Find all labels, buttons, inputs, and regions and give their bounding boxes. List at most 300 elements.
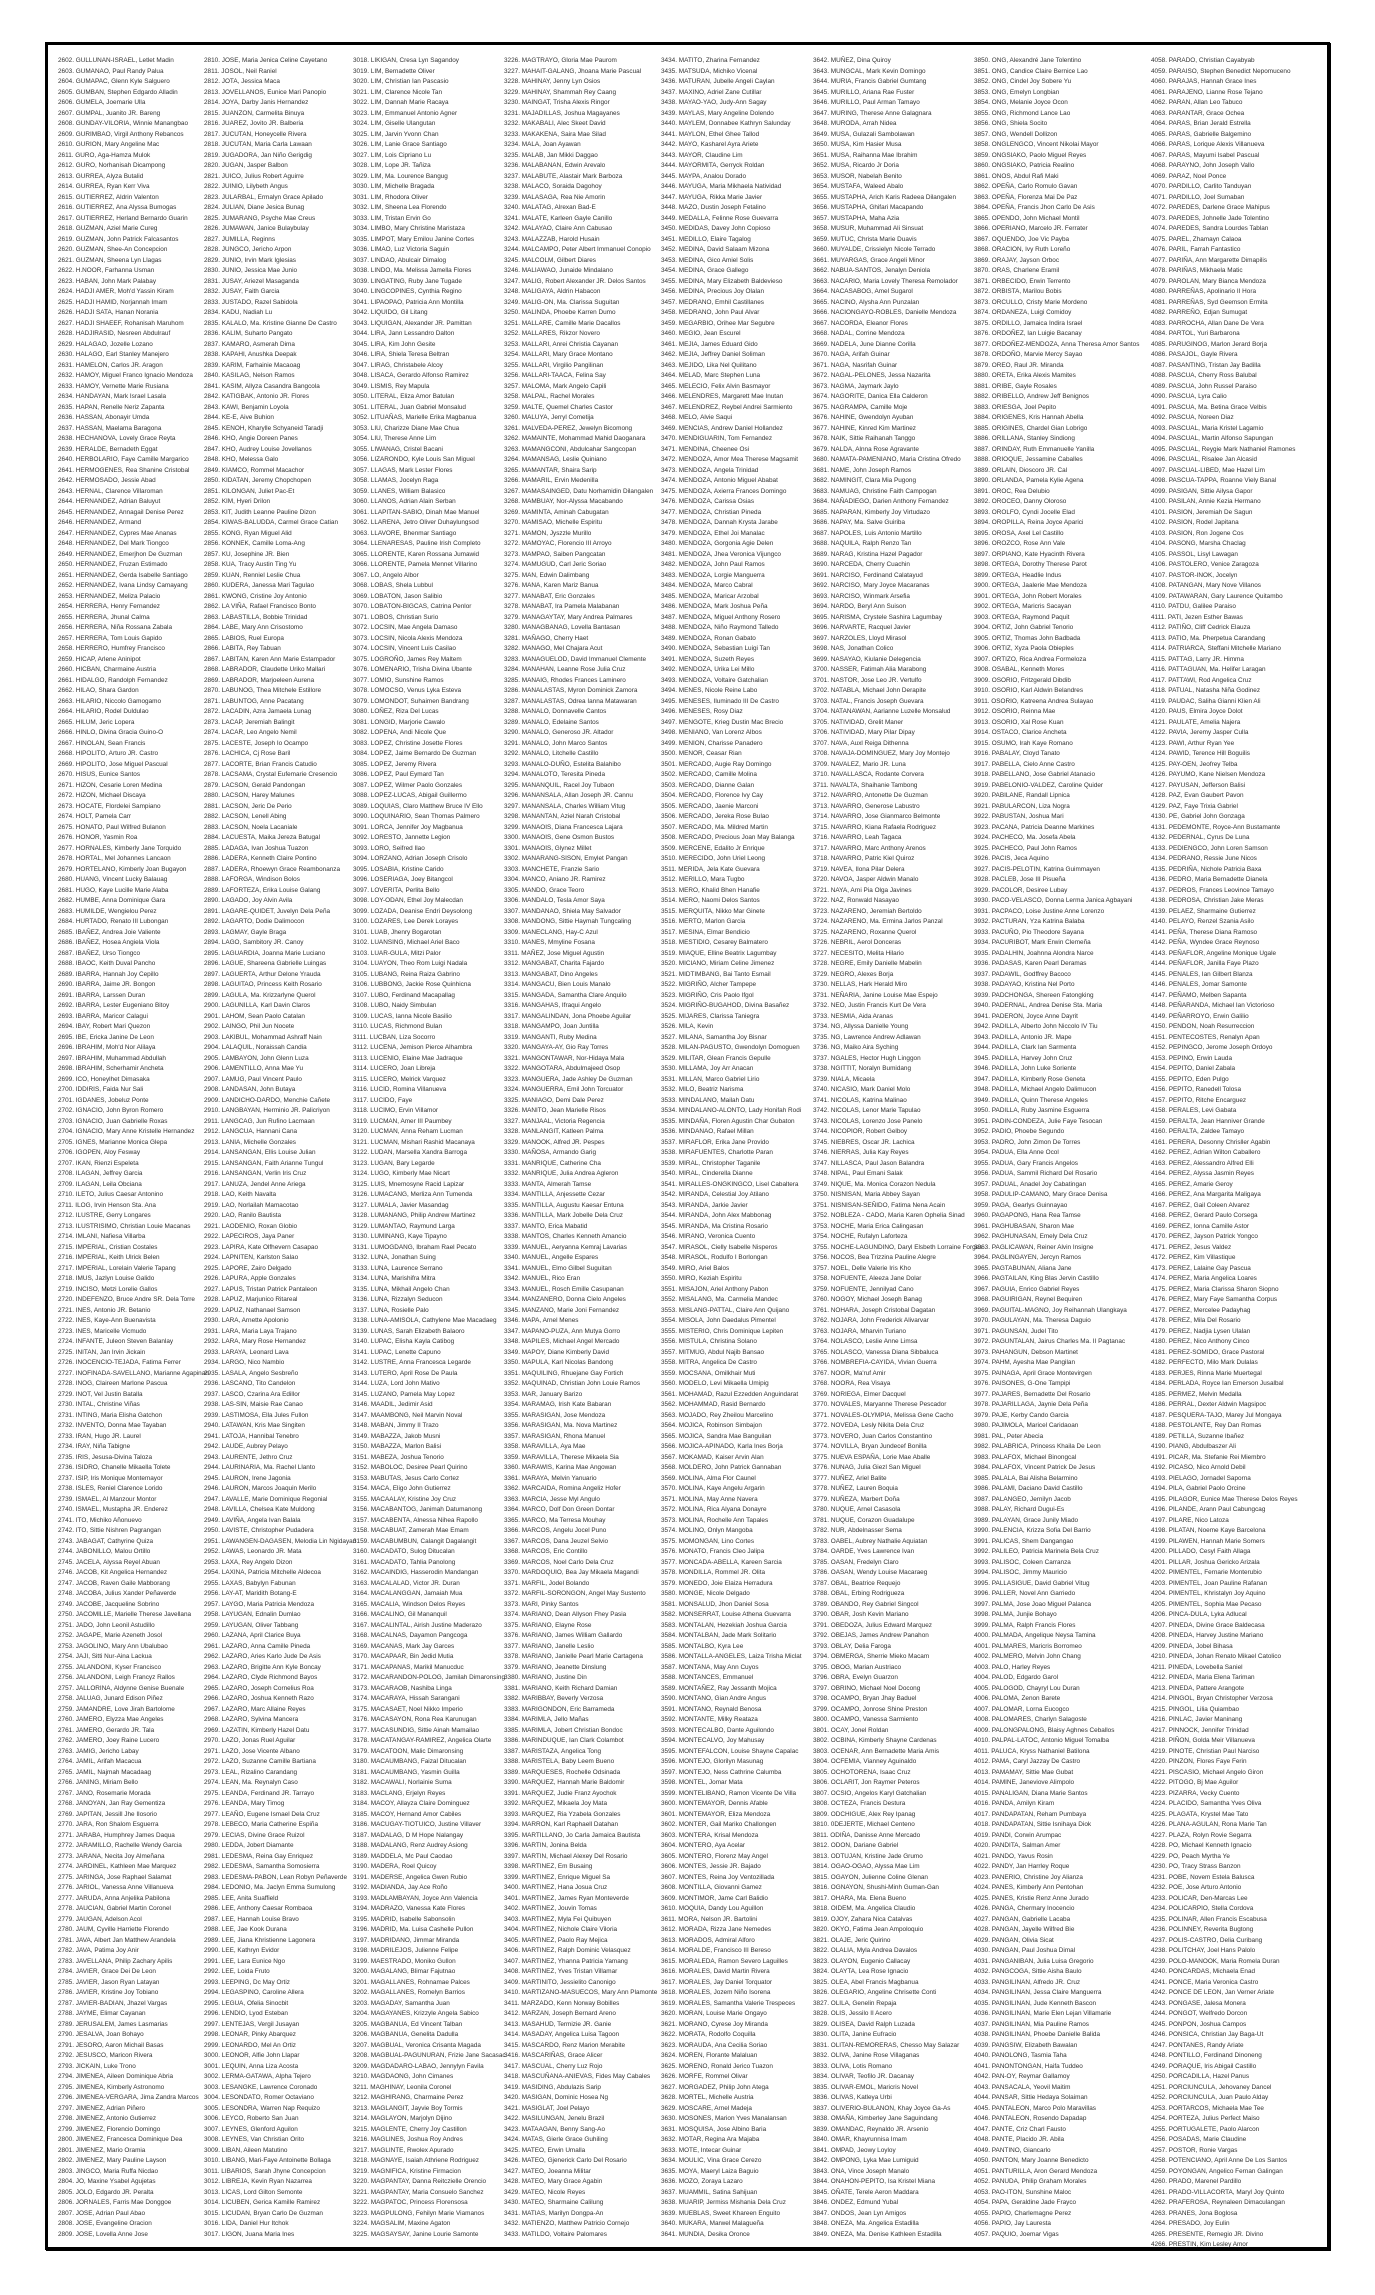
list-entry: 3044. LIRA, Jann Lessandro Dalton xyxy=(353,330,455,337)
list-entry: 2819. JUGADORA, Jan Niño Gerigdig xyxy=(204,151,312,159)
list-entry: 2985. LEE, Anita Suaffield xyxy=(204,1894,279,1902)
list-entry: 4257. POSTOR, Ronie Vargas xyxy=(1151,2146,1238,2154)
list-entry: 3467. MELENDREZ, Reybel Andrei Sarmiento xyxy=(661,403,793,411)
list-entry: 3747. NILLASCA, Paul Jason Balandra xyxy=(813,1159,925,1167)
list-entry: 4060. PARAJAS, Hannah Grace Ines xyxy=(1151,78,1257,85)
list-entry: 2886. LADERA, Kenneth Claire Pontino xyxy=(204,855,317,862)
list-entry: 3616. MORALES, David Martin Rivera xyxy=(661,1968,770,1975)
list-entry: 3165. MACALIA, Windson Delos Reyes xyxy=(353,1600,466,1608)
list-entry: 2844. KE-E, Aive Buhion xyxy=(204,414,274,421)
list-entry: 2660. HICBAN, Charmaine Austria xyxy=(58,666,157,673)
list-entry: 2730. INTAL, Christine Viñas xyxy=(58,1401,140,1408)
list-entry: 2843. KAWI, Benjamin Loyola xyxy=(204,403,289,411)
list-entry: 4088. PASCUA, Cherry Ross Balubal xyxy=(1151,372,1257,379)
list-entry: 3701. NASTOR, Jose Leo JR. Vertulfo xyxy=(813,676,922,684)
list-entry: 3970. PAGULAYAN, Ma. Theresa Daguio xyxy=(974,1317,1091,1324)
results-column xyxy=(58,56,209,2240)
list-entry: 2873. LACAP, Jeremiah Balingit xyxy=(204,718,295,726)
list-entry: 3760. NOGOY, Michael Joseph Banag xyxy=(813,1296,922,1303)
list-entry: 3364. MARCO, Dolf Don Green Dontar xyxy=(504,1506,615,1513)
list-entry: 3925. PACHECO, Paul John Ramos xyxy=(974,844,1077,852)
list-entry: 4051. PANTURILLA, Aron Gerard Mendoza xyxy=(974,2167,1098,2175)
list-entry: 3344. MANZANERO, Donna Cielo Angeles xyxy=(504,1296,626,1303)
list-entry: 3430. MATEO, Sharmaine Calilung xyxy=(504,2199,604,2206)
list-entry: 3167. MACALINTAL, Airish Justine Maderazo xyxy=(353,1621,482,1629)
list-entry: 3844. ONAHON-PEPITO, Isa Kristel Miana xyxy=(813,2178,936,2185)
list-entry: 3586. MONTALLA-ANGELES, Laiza Trisha Miclat xyxy=(661,1653,802,1660)
list-entry: 4010. PALPAL-LATOC, Antonio Miguel Tomalba xyxy=(974,1737,1110,1744)
list-entry: 2612. GURO, Norhanisah Dicampong xyxy=(58,162,166,169)
list-entry: 4183. PERJES, Rinna Marie Muertegal xyxy=(1151,1369,1262,1377)
list-entry: 3178. MACATANGAY-RAMIREZ, Angelica Olarte xyxy=(353,1737,492,1744)
list-entry: 3743. NICOLAS, Lorenzo Jose Panelo xyxy=(813,1117,923,1125)
list-entry: 3074. LOCSIN, Vincent Luis Casilao xyxy=(353,645,456,652)
list-entry: 2674. HOLT, Pamela Carr xyxy=(58,813,132,820)
list-entry: 3050. LITERAL, Eliza Amor Batulan xyxy=(353,393,455,400)
list-entry: 2914. LANSANGAN, Ellis Louise Julian xyxy=(204,1149,316,1156)
list-entry: 3110. LUCAS, Richmond Bulan xyxy=(353,1023,443,1030)
list-entry: 3338. MANTOS, Charles Kenneth Amancio xyxy=(504,1233,627,1240)
list-entry: 2829. JUNIO, Irvin Mark Iglesias xyxy=(204,256,296,264)
list-entry: 4188. PESTOLANTE, Rey Dan Romas xyxy=(1151,1422,1262,1429)
list-entry: 3463. MEJIDO, Lika Nel Quilitano xyxy=(661,361,757,369)
list-entry: 3554. MISOLA, John Daedalus Pimentel xyxy=(661,1317,776,1324)
list-entry: 2839. KARIM, Farhainie Macaoag xyxy=(204,361,301,369)
list-entry: 4222. PITOGO, Bj Mae Aguilor xyxy=(1151,1779,1239,1786)
list-entry: 2774. JARDINEL, Kathleen Mae Marquez xyxy=(58,1863,177,1870)
list-entry: 3307. MANDANAO, Shiela May Salvador xyxy=(504,907,621,915)
list-entry: 2884. LACUESTA, Maika Jereza Batugal xyxy=(204,834,321,841)
list-entry: 4153. PEPINO, Erwin Lauda xyxy=(1151,1054,1232,1062)
list-entry: 4002. PALMERO, Melvin John Chang xyxy=(974,1653,1081,1660)
list-entry: 3997. PALMA, Jose Joao Miguel Palanca xyxy=(974,1600,1092,1608)
list-entry: 3293. MANALO-DUÑO, Estelita Balahibo xyxy=(504,760,621,768)
list-entry: 2604. GUMAPAC, Glenn Kyle Salguero xyxy=(58,78,170,85)
list-entry: 3728. NEGRE, Emily Danielle Mabelin xyxy=(813,960,922,967)
list-entry: 3687. NAPOLES, Luis Antonio Martillo xyxy=(813,529,922,537)
list-entry: 3028. LIM, Lope JR. Tañiza xyxy=(353,162,431,169)
list-entry: 3404. MARTINEZ, Nichole Claire Viloria xyxy=(504,1926,618,1933)
list-entry: 3434. MATITO, Zharina Fernandez xyxy=(661,57,760,64)
list-entry: 2891. LAGARE-QUIDET, Juvelyn Dela Peña xyxy=(204,907,331,915)
list-entry: 2635. HAPAN, Renelle Neriz Zapanta xyxy=(58,403,165,411)
list-entry: 2866. LABITA, Rey Tabuan xyxy=(204,645,281,652)
list-entry: 2882. LACSON, Lenell Abing xyxy=(204,813,287,820)
list-entry: 3991. PALICAS, Shem Dangangao xyxy=(974,1537,1074,1545)
list-entry: 3870. ORAS, Charlene Eramil xyxy=(974,267,1060,274)
list-entry: 3941. PADERON, Joyce Anne Dayrit xyxy=(974,1012,1078,1020)
list-entry: 3163. MACALALAD, Victor JR. Duran xyxy=(353,1579,460,1587)
list-entry: 3429. MATEO, Nicole Reyes xyxy=(504,2188,586,2196)
list-entry: 3179. MACATOON, Malic Dimaronsing xyxy=(353,1747,464,1755)
list-entry: 3389. MARQUESES, Rochelle Odsinada xyxy=(504,1768,621,1776)
list-entry: 2957. LAYGO, Maria Patricia Mendoza xyxy=(204,1600,314,1608)
list-entry: 3944. PADILLA, Clark Ian Sarmenta xyxy=(974,1044,1077,1051)
list-entry: 3632. MOTAR, Regina Ara Majaba xyxy=(661,2136,760,2143)
list-entry: 2857. KU, Josephine JR. Bien xyxy=(204,550,290,558)
list-entry: 2689. IBARRA, Hannah Joy Cepillo xyxy=(58,970,159,978)
list-entry: 3457. MEDRANO, Emhil Castillanes xyxy=(661,298,764,306)
list-entry: 2668. HIPOLITO, Arturo JR. Castro xyxy=(58,750,159,757)
list-entry: 3865. OPENDO, John Michael Montil xyxy=(974,214,1080,222)
list-entry: 4219. PINOTE, Christian Paul Narciso xyxy=(1151,1747,1260,1755)
list-entry: 3722. NAZ, Ronwald Nasayao xyxy=(813,897,899,904)
list-entry: 3155. MACAALAY, Kristine Joy Cruz xyxy=(353,1495,457,1503)
list-entry: 3789. OBANDO, Rey Gabriel Singcol xyxy=(813,1600,919,1608)
list-entry: 3330. MAÑOSA, Armando Garig xyxy=(504,1149,596,1156)
list-entry: 2910. LANGBAYAN, Herminio JR. Palicriyon xyxy=(204,1107,330,1114)
list-entry: 3046. LIRA, Shiela Teresa Beltran xyxy=(353,351,450,358)
list-entry: 3148. MABAN, Jimmy II Trazo xyxy=(353,1422,439,1429)
list-entry: 4025. PANES, Kristie Renz Anne Jurado xyxy=(974,1894,1089,1902)
list-entry: 4264. PRESADO, Joy Eulin xyxy=(1151,2220,1230,2227)
list-entry: 2880. LACSON, Harey Malunes xyxy=(204,792,295,799)
list-entry: 3299. MANAOIS, Diana Francesca Lajara xyxy=(504,823,623,831)
list-entry: 3978. PAJARILLAGA, Jaynie Dela Peña xyxy=(974,1401,1088,1408)
list-entry: 4103. PASION, Ron Jogene Cos xyxy=(1151,529,1244,537)
list-entry: 3532. MILO, Beatriz Narisma xyxy=(661,1086,744,1093)
list-entry: 3763. NOJARA, Mharvin Turiano xyxy=(813,1327,907,1335)
list-entry: 4113. PATIO, Ma. Pherpetua Carandang xyxy=(1151,634,1266,642)
list-entry: 3394. MARRON, Karl Raphaell Datahan xyxy=(504,1821,619,1828)
list-entry: 3197. MADRIDANO, Jimmar Miranda xyxy=(353,1936,460,1944)
list-entry: 3298. MANANTAN, Aziel Narah Cristobal xyxy=(504,813,621,820)
list-entry: 3483. MENDOZA, Lorgie Manguerra xyxy=(661,571,765,579)
list-entry: 4071. PARDILLO, Joel Sumaban xyxy=(1151,193,1245,201)
list-entry: 3945. PADILLA, Harvey John Cruz xyxy=(974,1054,1073,1062)
list-entry: 4015. PANALIGAN, Diana Marie Santos xyxy=(974,1789,1088,1797)
list-entry: 3635. MOYA, Maeryl Laiza Baguio xyxy=(661,2167,759,2175)
list-entry: 2759. JAMANDRE, Love Jirah Bartolome xyxy=(58,1705,175,1713)
list-entry: 2962. LAZARO, Aries Karlo Jude De Asis xyxy=(204,1653,321,1660)
list-entry: 2991. LEE, Lara Eunice Ngo xyxy=(204,1957,286,1965)
list-entry: 3361. MARAYA, Melvin Yanuario xyxy=(504,1474,597,1482)
list-entry: 3924. PACHECO, Ma. Josefa Abela xyxy=(974,834,1076,841)
list-entry: 2802. JIMENEZ, Mary Pauline Layson xyxy=(58,2157,167,2164)
list-entry: 3909. OSORIO, Fritzgerald Dibdib xyxy=(974,676,1071,684)
list-entry: 2621. GUZMAN, Sheena Lyn Llagas xyxy=(58,256,162,264)
list-entry: 2830. JUNIO, Jessica Mae Junio xyxy=(204,267,298,274)
list-entry: 4173. PEREZ, Lalaine Gay Pascua xyxy=(1151,1264,1251,1272)
list-entry: 3439. MAYLAS, Mary Angeline Dolendo xyxy=(661,109,774,117)
list-entry: 3641. MUNDIA, Desika Oronce xyxy=(661,2230,750,2238)
list-entry: 3402. MARTINEZ, Jouvin Tomas xyxy=(504,1905,597,1912)
list-entry: 2832. JUSAY, Faith Garcia xyxy=(204,288,280,295)
list-entry: 2735. IRIS, Jesusa-Divina Taloza xyxy=(58,1453,153,1461)
list-entry: 4201. PILLAR, Joshua Gericko Arizala xyxy=(1151,1558,1260,1566)
list-entry: 3556. MISTULA, Christina Solano xyxy=(661,1338,757,1345)
list-entry: 2903. LAKIBUL, Mohammad Ashraff Nain xyxy=(204,1033,322,1041)
list-entry: 2825. JUMARANG, Psyche Mae Creus xyxy=(204,214,316,222)
list-entry: 3920. PABILANE, Randall Lipnica xyxy=(974,792,1070,799)
list-entry: 3425. MATEO, Erwin Umalla xyxy=(504,2146,586,2154)
list-entry: 3215. MAGLENTE, Cherry Joy Castillon xyxy=(353,2125,467,2133)
list-entry: 4224. PLACIDO, Samantha Yves Oliva xyxy=(1151,1800,1262,1807)
list-entry: 3540. MIRAL, Cinderella Dianne xyxy=(661,1170,753,1177)
list-entry: 3265. MAMANTAR, Shaira Sarip xyxy=(504,466,597,474)
list-entry: 2954. LAXINA, Patricia Mitchelle Aldecoa xyxy=(204,1569,321,1576)
list-entry: 3664. NACASABOG, Amel Sugarol xyxy=(813,288,913,295)
list-entry: 3916. PABALAY, Cloyd Tanato xyxy=(974,750,1060,757)
list-entry: 2943. LAURENTE, Jethro Cruz xyxy=(204,1453,293,1461)
list-entry: 3234. MALA, Joan Ayawan xyxy=(504,141,581,148)
list-entry: 3201. MAGALLANES, Rohnamae Palces xyxy=(353,1978,470,1986)
list-entry: 3284. MANAHAN, Leanne Rose Julia Cruz xyxy=(504,666,626,673)
list-entry: 4220. PINZON, Flores Faye Ferin xyxy=(1151,1758,1247,1765)
list-entry: 3506. MERCADO, Jereka Rose Bulao xyxy=(661,813,769,820)
list-entry: 4102. PASION, Rodel Japitana xyxy=(1151,519,1239,526)
list-entry: 3033. LIM, Tristan Ervin Go xyxy=(353,214,431,222)
list-entry: 3575. MOMONGAN, Lino Cortes xyxy=(661,1537,755,1545)
list-entry: 3151. MABEZA, Joshua Tenorio xyxy=(353,1453,444,1461)
list-entry: 4150. PENDON, Noah Resurreccion xyxy=(1151,1023,1255,1030)
list-entry: 3748. NIPAL, Paul Emani Salak xyxy=(813,1170,903,1177)
list-entry: 3304. MANCO, Aniano JR. Ramirez xyxy=(504,876,606,883)
list-entry: 2642. HERMOSADO, Jessie Abad xyxy=(58,477,156,484)
list-entry: 2869. LABRADOR, Marjoeleen Aurena xyxy=(204,676,315,684)
list-entry: 2983. LEDESMA-PABON, Lean Robyn Peñaverde xyxy=(204,1873,348,1881)
list-entry: 3039. LINGATING, Ruby Jane Tugade xyxy=(353,277,462,285)
list-entry: 3813. ODTUJAN, Kristine Jade Grumo xyxy=(813,1852,923,1860)
list-entry: 4039. PANGSIW, Elizabeth Bawalan xyxy=(974,2041,1078,2049)
list-entry: 2892. LAGARTO, Dodie Dalimocon xyxy=(204,918,305,925)
list-entry: 2913. LANIA, Michelle Gonzales xyxy=(204,1138,297,1146)
list-entry: 4265. PRESENTE, Remegio JR. Divino xyxy=(1151,2230,1264,2238)
list-entry: 3280. MANAGBANAG, Lovella Bantasan xyxy=(504,624,621,631)
list-entry: 2705. IGNES, Marianne Monica Glepa xyxy=(58,1138,168,1146)
list-entry: 3301. MANAOIS, Glynez Millet xyxy=(504,844,592,852)
list-entry: 3084. LOPEZ, Jaime Bernardo De Guzman xyxy=(353,750,477,757)
list-entry: 2978. LEBECO, Maria Catherine Espiña xyxy=(204,1821,319,1828)
list-entry: 3879. OREO, Raul JR. Miranda xyxy=(974,361,1064,369)
list-entry: 3355. MARASIGAN, Jose Mendoza xyxy=(504,1411,606,1419)
list-entry: 3503. MERCADO, Dianne Galan xyxy=(661,781,755,789)
list-entry: 4191. PICAR, Ma. Stefanie Rei Miembro xyxy=(1151,1453,1266,1461)
list-entry: 3125. LUIS, Mnemosyne Racid Lapizar xyxy=(353,1180,465,1188)
list-entry: 3141. LUPAC, Lenette Capuno xyxy=(353,1348,441,1356)
list-entry: 3191. MADERSE, Angelica Gwen Rubio xyxy=(353,1873,468,1881)
list-entry: 4260. PRADO, Marenel Pardillo xyxy=(1151,2178,1242,2185)
list-entry: 3774. NOVILLA, Bryan Jundecef Bonilla xyxy=(813,1443,927,1450)
list-entry: 3111. LUCBAN, Liza Socorro xyxy=(353,1033,436,1041)
list-entry: 3739. NIALA, Micaela xyxy=(813,1075,875,1083)
list-entry: 3907. ORTIZO, Rica Andrea Formeloza xyxy=(974,655,1087,663)
list-entry: 3207. MAGBUAL, Veronica Crisanta Magada xyxy=(353,2041,481,2049)
list-entry: 3002. LERMA-GATAWA, Alpha Tejero xyxy=(204,2073,311,2080)
list-entry: 3066. LLORENTE, Pamela Mennet Villarino xyxy=(353,561,478,568)
list-entry: 4140. PELAYO, Renzel Szania Asilo xyxy=(1151,918,1254,925)
list-entry: 2681. HUGO, Kaye Lucille Marie Alaba xyxy=(58,886,169,894)
list-entry: 4249. PORAQUE, Iris Abigail Castillo xyxy=(1151,2062,1257,2070)
list-entry: 3643. MUNGCAL, Mark Kevin Domingo xyxy=(813,67,926,75)
list-entry: 2762. JAMERO, Joey Raine Lucero xyxy=(58,1737,160,1744)
list-entry: 3349. MAPOY, Diane Kimberly David xyxy=(504,1348,610,1356)
list-entry: 3869. ORAJAY, Jayson Orboc xyxy=(974,256,1060,264)
list-entry: 3564. MOJICA, Robinson Simbajon xyxy=(661,1422,762,1429)
list-entry: 3600. MONTEMAYOR, Dennis Afable xyxy=(661,1800,768,1807)
list-entry: 3113. LUCENIO, Elaine Mae Jadraque xyxy=(353,1054,463,1062)
list-entry: 3807. OCSIO, Angelos Karyl Gatchalian xyxy=(813,1789,927,1797)
list-entry: 3061. LLAPITAN-SABIO, Dinah Mae Manuel xyxy=(353,508,480,516)
list-entry: 2679. HORTELANO, Kimberly Joan Bugayon xyxy=(58,865,187,873)
list-entry: 2961. LAZARO, Anna Camille Pineda xyxy=(204,1642,311,1650)
list-entry: 3341. MANUEL, Elmo Gilbel Suguitan xyxy=(504,1264,612,1272)
list-entry: 4087. PASANTING, Tristan Jay Badilla xyxy=(1151,361,1261,369)
list-entry: 2999. LEONARDO, Mel An Ortiz xyxy=(204,2041,296,2049)
list-entry: 3918. PABELLANO, Jose Gabriel Atanacio xyxy=(974,771,1096,778)
list-entry: 3886. ORILLANA, Stanley Sindiong xyxy=(974,435,1075,442)
list-entry: 2630. HALAGO, Earl Stanley Manejero xyxy=(58,351,169,358)
list-entry: 3397. MARTIN, Michael Alexey Del Rosario xyxy=(504,1852,628,1860)
list-entry: 2714. IMLANI, Nafiesa Villarba xyxy=(58,1233,146,1240)
list-entry: 3634. MOULIC, Vina Grace Cerezo xyxy=(661,2157,762,2164)
list-entry: 2702. IGNACIO, John Byron Romero xyxy=(58,1107,164,1114)
list-entry: 2890. LAGADO, Joy Alvin Avila xyxy=(204,897,293,904)
list-entry: 3511. MERIDA, Jela Kate Guevara xyxy=(661,865,760,873)
list-entry: 4128. PAZ, Evan Gaubert Pavon xyxy=(1151,792,1244,799)
list-entry: 4122. PAVIA, Jeremy Jasper Culla xyxy=(1151,729,1249,736)
list-entry: 3791. OBEDOZA, Julius Edward Marquez xyxy=(813,1621,932,1629)
list-entry: 4044. PANSAR, Sittie Hedaya Solaiman xyxy=(974,2094,1088,2101)
list-entry: 3599. MONTELIBANO, Ramon Vicente De Villa xyxy=(661,1789,797,1797)
list-entry: 2654. HERRERA, Henry Fernandez xyxy=(58,603,160,610)
list-entry: 3100. LOZARES, Lee Derek Lorayes xyxy=(353,918,459,925)
list-entry: 2663. HILARIO, Niccolo Gamogamo xyxy=(58,697,162,705)
list-entry: 2946. LAURON, Marcos Joaquin Merilo xyxy=(204,1485,317,1492)
list-entry: 4033. PANGILINAN, Alfredo JR. Cruz xyxy=(974,1978,1081,1986)
list-entry: 3378. MARIANO, Janielle Pearl Marie Cartagena xyxy=(504,1653,643,1660)
list-entry: 3598. MONTEL, Jomar Mata xyxy=(661,1779,743,1786)
list-entry: 2879. LACSON, Gerald Pandongan xyxy=(204,781,306,789)
list-entry: 3891. OROC, Rea Delubio xyxy=(974,487,1050,495)
list-entry: 4065. PARAS, Gabrielle Balgemino xyxy=(1151,130,1252,138)
list-entry: 2977. LEAÑO, Eugene Ismael Dela Cruz xyxy=(204,1810,320,1818)
list-entry: 4180. PEREZ, Nico Anthony Cinco xyxy=(1151,1338,1250,1345)
list-entry: 3967. PAGUIA, Enrico Gabriel Reyes xyxy=(974,1285,1080,1293)
list-entry: 3225. MAGSAYSAY, Janine Lourie Samonte xyxy=(353,2230,479,2238)
list-entry: 3629. MOSCARE, Arnel Madeja xyxy=(661,2104,752,2112)
list-entry: 3045. LIRA, Kim John Gesite xyxy=(353,340,436,348)
list-entry: 3142. LUSTRE, Anna Francesca Legarde xyxy=(353,1359,471,1366)
list-entry: 2704. IGNACIO, Mary Anne Kristelle Hernandez xyxy=(58,1128,195,1135)
list-entry: 2770. JARA, Ron Shalom Esguerra xyxy=(58,1821,159,1828)
list-entry: 2995. LEGUA, Ofelia Sinocbit xyxy=(204,1999,289,2007)
list-entry: 3824. OLAYTA, Lea Rose Ignacio xyxy=(813,1968,909,1975)
list-entry: 3730. NELLAS, Hark Herald Miro xyxy=(813,981,908,988)
list-entry: 3996. PALLER, Novel Ann Garriedo xyxy=(974,1590,1076,1597)
list-entry: 2629. HALAGAO, Jozelle Lozano xyxy=(58,340,153,348)
list-entry: 3444. MAYORMITA, Gerryck Roldan xyxy=(661,162,765,169)
list-entry: 4159. PERALTA, Jean Hanniver Grande xyxy=(1151,1117,1265,1125)
list-entry: 3030. LIM, Michelle Bragada xyxy=(353,183,435,190)
list-entry: 3470. MENDIGUARIN, Tom Fernandez xyxy=(661,435,773,442)
list-entry: 4247. PONTANES, Randy Ariate xyxy=(1151,2041,1244,2049)
list-entry: 3605. MONTERO, Florenz May Angel xyxy=(661,1852,768,1860)
list-entry: 4105. PASSOL, Lisyl Lawagan xyxy=(1151,550,1238,558)
list-entry: 3398. MARTINEZ, Em Busaing xyxy=(504,1863,593,1870)
list-entry: 3922. PABUSTAN, Joshua Mari xyxy=(974,813,1064,820)
list-entry: 4198. PILATAN, Noeme Kaye Barcelona xyxy=(1151,1527,1266,1534)
list-entry: 2894. LAGO, Sambitory JR. Canoy xyxy=(204,939,304,946)
list-entry: 3620. MORAN, Louise Marie Ongayo xyxy=(661,2010,767,2017)
list-entry: 3431. MATIAS, Marilyn Dongpa-An xyxy=(504,2209,604,2217)
list-entry: 3091. LORCA, Jennifer Joy Magbanua xyxy=(353,823,463,831)
list-entry: 2997. LENTEJAS, Vergil Jusayan xyxy=(204,2020,300,2028)
list-entry: 2648. HERNANDEZ, Del Mark Tiongco xyxy=(58,540,169,547)
list-entry: 4208. PINEDA, Harvey Justine Mariano xyxy=(1151,1632,1264,1639)
list-entry: 3090. LOQUINARIO, Sean Thomas Palmero xyxy=(353,813,480,820)
list-entry: 2666. HINLO, Divina Gracia Guino-O xyxy=(58,729,164,736)
list-entry: 2615. GUTIERREZ, Aldrin Valenton xyxy=(58,193,159,201)
list-entry: 3076. LOMENARIO, Trisha Divina Ubante xyxy=(353,666,472,673)
list-entry: 3940. PADERNAL, Andrea Denise Sta. Maria xyxy=(974,1002,1103,1009)
list-entry: 3017. LIGON, Juana Maria Ines xyxy=(204,2230,295,2238)
list-entry: 3880. ORETA, Erika Alexis Mamites xyxy=(974,372,1076,379)
list-entry: 3980. PAJIMOLA, Maricel Caridaoan xyxy=(974,1422,1079,1429)
list-entry: 2651. HERNANDEZ, Gerda Isabelle Santiago xyxy=(58,571,188,579)
list-entry: 2973. LEAL, Rizalino Carandang xyxy=(204,1768,298,1776)
list-entry: 3357. MARASIGAN, Rhona Manuel xyxy=(504,1432,606,1440)
list-entry: 3861. ONOS, Abdul Rafi Maki xyxy=(974,172,1059,180)
list-entry: 3637. MUAMMIL, Satina Sahijuan xyxy=(661,2188,758,2196)
list-entry: 2845. KENOH, Kharylle Schyaneid Taradji xyxy=(204,424,324,432)
list-entry: 3931. PACPACO, Loise Justine Anne Lorenzo xyxy=(974,907,1105,915)
list-entry: 3421. MASIGLAT, Joel Pelayo xyxy=(504,2104,590,2112)
list-entry: 2831. JUSAY, Ariezel Masaganda xyxy=(204,277,299,285)
list-entry: 3022. LIM, Dannah Marie Racaya xyxy=(353,99,449,106)
list-entry: 4172. PEREZ, Kim Villastique xyxy=(1151,1254,1236,1261)
list-entry: 2874. LACAR, Leo Angelo Nemil xyxy=(204,729,297,736)
list-entry: 2650. HERNANDEZ, Fruzan Estimado xyxy=(58,561,168,568)
list-entry: 3961. PAGHUBASAN, Sharon Mae xyxy=(974,1222,1075,1230)
list-entry: 2833. JUSTADO, Razel Sabidola xyxy=(204,298,298,306)
list-entry: 4030. PANGAN, Paul Joshua Dimal xyxy=(974,1947,1076,1954)
list-entry: 4121. PAULATE, Amelia Najera xyxy=(1151,718,1241,726)
list-entry: 2719. INCISO, Metzi Lorelie Gallos xyxy=(58,1285,158,1293)
list-entry: 3356. MARASIGAN, Ma. Nova Martinez xyxy=(504,1422,618,1429)
list-entry: 4093. PASCUAL, Maria Kristel Lagamio xyxy=(1151,424,1264,432)
list-entry: 4114. PATRIARCA, Steffani Mitchelle Mariano xyxy=(1151,645,1281,652)
list-entry: 3097. LOVERITA, Perlita Bello xyxy=(353,886,440,894)
list-entry: 3782. NUR, Abdelnasser Sema xyxy=(813,1527,902,1534)
list-entry: 2901. LAHOM, Sean Paolo Catalan xyxy=(204,1012,305,1020)
list-entry: 3487. MENDOZA, Miguel Anthony Rosero xyxy=(661,613,781,621)
list-entry: 2818. JUCUTAN, Maria Carla Lawaan xyxy=(204,141,312,148)
list-entry: 3954. PADUA, Ella Anne Ocol xyxy=(974,1149,1059,1156)
list-entry: 3081. LONGID, Marjorie Cawalo xyxy=(353,718,445,726)
list-entry: 3232. MAKABALI, Alec Skeet David xyxy=(504,120,606,127)
list-entry: 3934. PACURIBOT, Mark Erwin Clemeña xyxy=(974,939,1091,946)
list-entry: 2864. LABE, Mary Ann Crisostomo xyxy=(204,624,303,631)
list-entry: 3619. MORALES, Samantha Valerie Trespeces xyxy=(661,1999,796,2007)
list-entry: 3032. LIM, Sheena Lea Florendo xyxy=(353,204,447,211)
list-entry: 3493. MENDOZA, Voltaire Gatchalian xyxy=(661,676,768,684)
list-entry: 3369. MARCOS, Noel Carlo Dela Cruz xyxy=(504,1558,614,1566)
list-entry: 3469. MENCIAS, Andrew Daniel Hollandez xyxy=(661,424,783,432)
list-entry: 3137. LUNA, Rosielle Palo xyxy=(353,1306,429,1314)
list-entry: 2712. ILUSTRE, Gerry Longares xyxy=(58,1212,151,1219)
list-entry: 3971. PAGUNSAN, Judel Tito xyxy=(974,1327,1059,1335)
list-entry: 4050. PANTON, Mary Joanne Benedicto xyxy=(974,2157,1089,2164)
list-entry: 3068. LOBAS, Shela Lubbul xyxy=(353,582,433,589)
list-entry: 2733. IRAN, Hugo JR. Laurel xyxy=(58,1432,141,1440)
list-entry: 3867. OQUENDO, Joe Vic Payba xyxy=(974,235,1070,243)
list-entry: 2776. JARIOL, Vanessa Anne Villanueva xyxy=(58,1884,174,1891)
list-entry: 3311. MAÑEZ, Jose Miguel Agustin xyxy=(504,949,605,957)
list-entry: 3660. MUYALDE, Crissielyn Nicole Terrado xyxy=(813,246,936,253)
list-entry: 3333. MANTA, Almerah Tamse xyxy=(504,1180,592,1188)
list-entry: 3715. NAVARRO, Kiana Rafaela Rodriguez xyxy=(813,823,937,831)
